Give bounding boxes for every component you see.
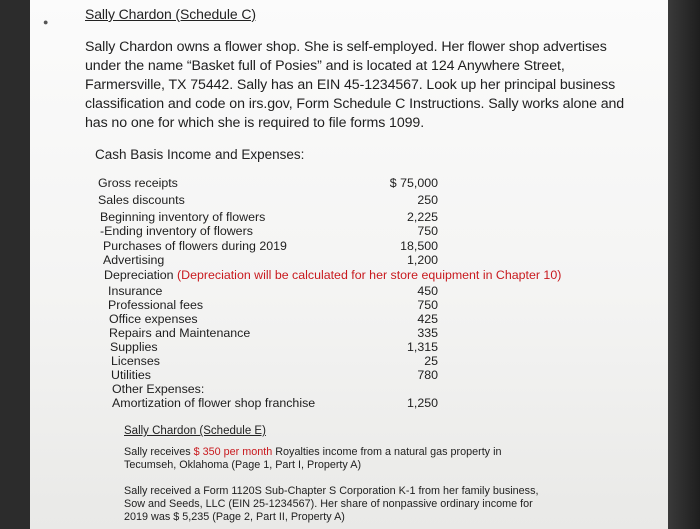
k1-line2: Sow and Seeds, LLC (EIN 25-1234567). Her share of nonpassive ordinary income for [124, 498, 533, 510]
item-label: Advertising [103, 253, 165, 267]
item-amount: 450 [417, 284, 438, 298]
item-label: -Ending inventory of flowers [100, 224, 253, 238]
item-amount: 18,500 [400, 239, 438, 253]
item-label: Other Expenses: [112, 382, 205, 396]
item-amount: 1,315 [406, 340, 438, 354]
screen-edge-shadow [668, 0, 700, 529]
royalty-prefix: Sally receives [124, 446, 191, 458]
item-label: Licenses [111, 354, 160, 368]
item-amount: 1,200 [406, 253, 438, 267]
item-amount: 780 [417, 368, 438, 382]
depreciation-note: (Depreciation will be calculated for her store equipment in Chapter 10) [177, 268, 562, 282]
item-label: Depreciation [104, 268, 174, 282]
intro-paragraph: Sally Chardon owns a flower shop. She is self-employed. Her flower shop advertises under the name “Basket full of Posies” and is located at 124 Anywhere Street, Farmersville, TX 75442. Sally has an EIN 45-1234567. Look up her principal business classification and code on irs.gov, Form Schedule C Instructions. Sally works alone and has no one for which she is required to file forms 1099. [85, 39, 625, 131]
item-amount: 750 [417, 224, 438, 238]
royalty-suffix: Royalties income from a natural gas property in [275, 446, 502, 458]
royalty-line2: Tecumseh, Oklahoma (Page 1, Part I, Property A) [124, 459, 362, 471]
item-amount: $ 75,000 [389, 176, 438, 190]
item-label: Utilities [111, 368, 151, 382]
item-label: Purchases of flowers during 2019 [103, 239, 287, 253]
item-label: Amortization of flower shop franchise [112, 396, 316, 410]
item-label: Supplies [110, 340, 158, 354]
item-label: Professional fees [108, 298, 204, 312]
document-page [30, 0, 684, 529]
item-label: Repairs and Maintenance [109, 326, 251, 340]
item-label: Office expenses [109, 312, 198, 326]
item-amount: 335 [417, 326, 438, 340]
page-title: Sally Chardon (Schedule C) [85, 6, 256, 22]
item-amount: 250 [417, 193, 438, 207]
section-label: Cash Basis Income and Expenses: [95, 147, 305, 162]
item-label: Gross receipts [98, 176, 178, 190]
item-label: Beginning inventory of flowers [100, 210, 266, 224]
k1-line3: 2019 was $ 5,235 (Page 2, Part II, Property A) [124, 511, 345, 523]
item-label: Insurance [108, 284, 163, 298]
item-amount: 25 [424, 354, 438, 368]
bullet-dot-icon: ● [43, 17, 49, 27]
royalty-note [124, 446, 594, 459]
schedule-e-title: Sally Chardon (Schedule E) [124, 425, 266, 437]
k1-line1: Sally received a Form 1120S Sub-Chapter S Corporation K-1 from her family business, [124, 485, 539, 497]
item-amount: 425 [417, 312, 438, 326]
item-amount: 1,250 [406, 396, 438, 410]
item-row-depreciation [104, 268, 561, 282]
royalty-amount: $ 350 per month [193, 446, 273, 458]
item-amount: 2,225 [406, 210, 438, 224]
item-label: Sales discounts [98, 193, 185, 207]
item-amount: 750 [417, 298, 438, 312]
